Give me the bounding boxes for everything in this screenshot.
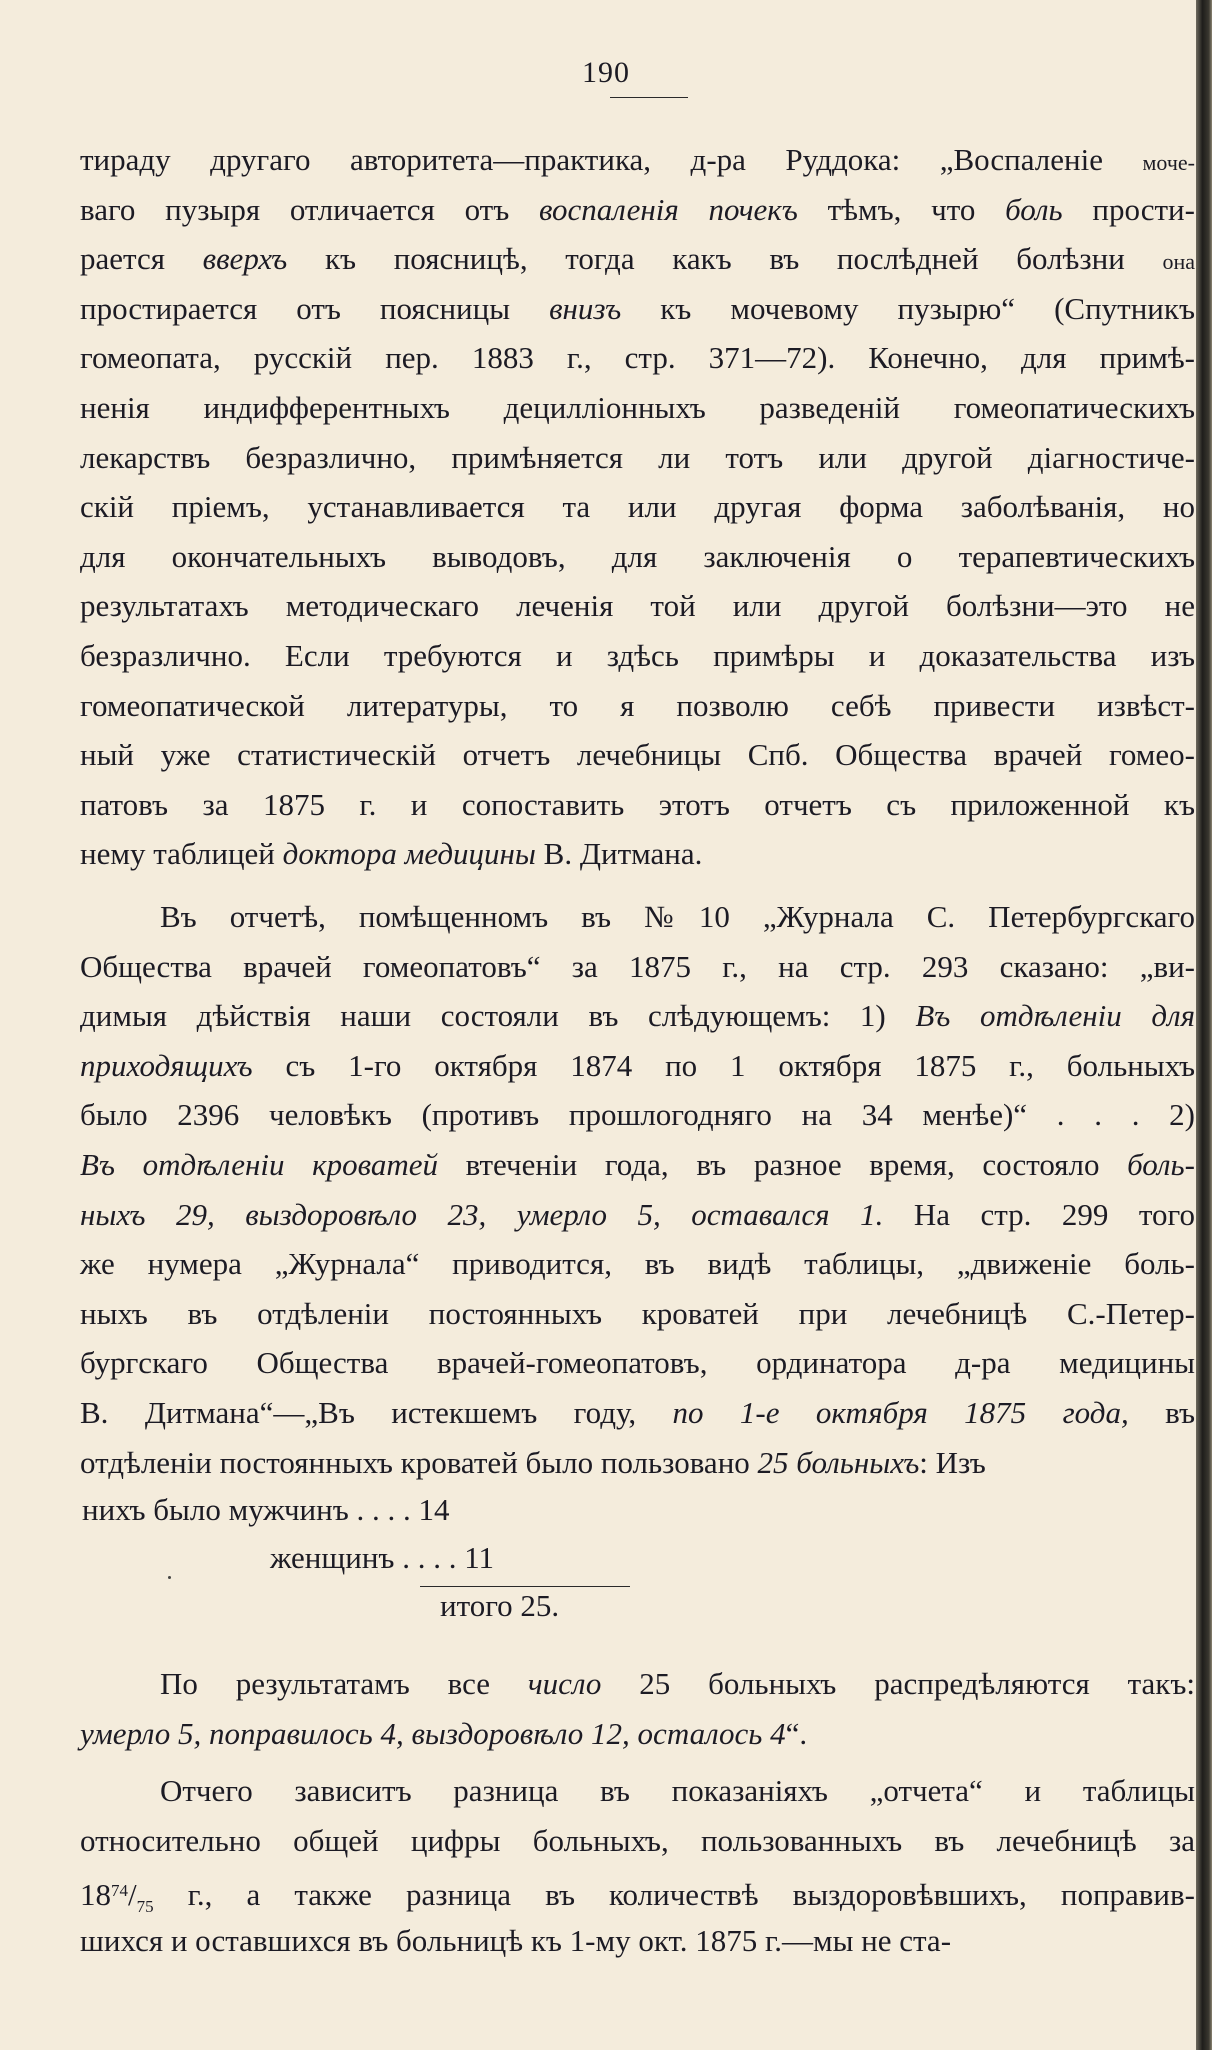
text-segment: : Изъ	[919, 1444, 986, 1480]
text-segment: патовъ за 1875 г. и сопоставить этотъ отчетъ съ приложенной къ	[80, 786, 1195, 822]
text-segment: ный уже статистическій отчетъ лечебницы Спб. Общества врачей гомео-	[80, 737, 1195, 773]
text-segment: лекарствъ безразлично, примѣняется ли тотъ или другой діагностиче-	[80, 439, 1195, 475]
italic-segment: умерло 5, поправилось 4, выздоровѣло 12, осталось 4	[80, 1716, 786, 1751]
text-segment: рается	[80, 241, 203, 277]
text-line	[80, 235, 1195, 283]
text-segment: ваго пузыря отличается отъ	[80, 191, 539, 227]
text-segment: отдѣленіи постоянныхъ кроватей было пользовано	[80, 1444, 758, 1480]
text-segment: безразлично. Если требуются и здѣсь примѣры и доказательства изъ	[80, 638, 1195, 673]
ink-speck	[168, 1576, 171, 1579]
text-segment: скій пріемъ, устанавливается та или другая форма заболѣванія, но	[80, 489, 1195, 525]
text-segment: результатахъ методическаго леченія той или другой болѣзни—это не	[80, 588, 1195, 624]
text-segment: гомеопата, русскій пер. 1883 г., стр. 371—72). Конечно, для примѣ-	[80, 340, 1195, 376]
text-line	[80, 1817, 1195, 1865]
text-line	[80, 992, 1195, 1040]
page-number: 190	[582, 56, 630, 89]
text-segment: относительно общей цифры больныхъ, пользованныхъ въ лечебницѣ за	[80, 1823, 1195, 1858]
page-number-rule	[610, 97, 688, 98]
text-line	[80, 384, 1195, 432]
text-segment: 18	[80, 1877, 111, 1912]
table-row-total: итого 25.	[440, 1588, 560, 1623]
text-line	[160, 1767, 1195, 1815]
text-line	[80, 1141, 1195, 1189]
italic-segment: приходящихъ	[80, 1047, 253, 1083]
italic-segment: боль	[1005, 191, 1063, 227]
text-line	[80, 1290, 1195, 1338]
italic-segment: 25 больныхъ	[757, 1444, 920, 1480]
italic-segment: число	[527, 1666, 602, 1701]
text-segment: ненія индифферентныхъ децилліонныхъ разведеній гомеопатическихъ	[80, 390, 1195, 425]
text-segment: ныхъ въ отдѣленіи постоянныхъ кроватей при лечебницѣ С.-Петер-	[80, 1295, 1195, 1331]
text-segment: шихся и оставшихся въ больницѣ къ 1-му окт. 1875 г.—мы не ста-	[80, 1923, 952, 1958]
table-row-women: женщинъ . . . . 11	[270, 1540, 495, 1575]
text-segment: В. Дитмана“—„Въ истекшемъ году,	[80, 1395, 673, 1430]
table-row-men: нихъ было мужчинъ . . . . 14	[82, 1492, 450, 1527]
text-segment: Отчего зависитъ разница въ показаніяхъ „отчета“ и таблицы	[160, 1773, 1195, 1808]
text-segment: моче-	[1142, 150, 1195, 175]
text-line	[80, 943, 1195, 991]
text-line	[80, 1710, 1195, 1758]
text-segment: простирается отъ поясницы	[80, 290, 550, 326]
italic-segment: Въ отдѣленіи для	[915, 998, 1196, 1034]
italic-segment: Въ отдѣленіи кроватей	[80, 1147, 438, 1182]
text-segment: /	[128, 1877, 137, 1912]
text-line	[80, 731, 1195, 779]
italic-segment: ныхъ 29, выздоровѣло 23, умерло 5, оставался 1.	[80, 1196, 884, 1232]
text-line	[80, 1439, 1195, 1487]
italic-segment: внизъ	[549, 290, 622, 326]
text-segment: къ поясницѣ, тогда какъ въ послѣдней болѣзни	[287, 241, 1163, 277]
italic-segment: воспаленія почекъ	[539, 191, 798, 227]
text-line	[80, 1389, 1195, 1437]
text-segment: 25 больныхъ распредѣляются такъ:	[601, 1666, 1195, 1701]
text-line	[80, 285, 1195, 333]
text-line	[80, 1240, 1195, 1288]
text-line	[160, 1660, 1195, 1708]
italic-segment: по 1-е октября 1875 года,	[672, 1395, 1129, 1430]
text-segment: бургскаго Общества врачей-гомеопатовъ, ординатора д-ра медицины	[80, 1345, 1195, 1381]
text-segment: “.	[785, 1716, 808, 1751]
text-segment: На стр. 299 того	[883, 1196, 1195, 1232]
text-line	[80, 533, 1195, 581]
text-segment: было 2396 человѣкъ (противъ прошлогодняго на 34 менѣе)“ . . . 2)	[80, 1097, 1195, 1133]
text-segment: въ	[1128, 1395, 1195, 1430]
text-segment: димыя дѣйствія наши состояли въ слѣдующемъ: 1)	[80, 998, 916, 1034]
text-line	[80, 1867, 1195, 1915]
text-segment: втеченіи года, въ разное время, состояло	[438, 1147, 1128, 1182]
text-segment: же нумера „Журнала“ приводится, въ видѣ таблицы, „движеніе боль-	[80, 1246, 1195, 1282]
text-segment: тѣмъ, что	[797, 191, 1006, 227]
text-line	[80, 1339, 1195, 1387]
text-segment: тираду другаго авторитета—практика, д-ра Руддока: „Воспаленіе	[80, 142, 1143, 177]
text-line	[80, 1917, 1195, 1965]
text-segment: В. Дитмана.	[535, 836, 703, 872]
text-segment: она	[1162, 249, 1195, 275]
text-segment: г., а также разница въ количествѣ выздоровѣвшихъ, поправив-	[153, 1877, 1195, 1912]
text-line	[160, 893, 1195, 941]
text-segment: къ мочевому пузырю“ (Спутникъ	[621, 290, 1195, 326]
page-edge-shadow	[1196, 0, 1212, 2050]
text-line	[80, 136, 1195, 184]
text-segment: 75	[136, 1897, 154, 1916]
text-line	[80, 1042, 1195, 1090]
text-segment: 74	[111, 1881, 128, 1900]
text-line	[80, 434, 1195, 482]
text-segment: съ 1-го октября 1874 по 1 октября 1875 г., больныхъ	[252, 1047, 1195, 1083]
text-segment: для окончательныхъ выводовъ, для заключенія о терапевтическихъ	[80, 538, 1195, 574]
text-line	[80, 781, 1195, 829]
text-segment: нему таблицей	[80, 836, 283, 872]
text-line	[80, 582, 1195, 630]
text-segment: По результатамъ все	[160, 1666, 528, 1701]
text-segment: прости-	[1062, 191, 1195, 227]
text-segment: Въ отчетѣ, помѣщенномъ въ №10 „Журнала С. Петербургскаго	[160, 899, 1195, 934]
italic-segment: вверхъ	[202, 241, 288, 277]
text-segment: Общества врачей гомеопатовъ“ за 1875 г., на стр. 293 сказано: „ви-	[80, 948, 1195, 984]
italic-segment: боль-	[1127, 1147, 1195, 1182]
text-line	[80, 682, 1195, 730]
text-line	[80, 1191, 1195, 1239]
text-segment: гомеопатической литературы, то я позволю себѣ привести извѣст-	[80, 687, 1195, 723]
text-line	[80, 186, 1195, 234]
text-line	[80, 334, 1195, 382]
text-line	[80, 483, 1195, 531]
text-line	[80, 830, 1195, 878]
italic-segment: доктора медицины	[282, 836, 536, 872]
text-line	[80, 632, 1195, 680]
text-line	[80, 1091, 1195, 1139]
